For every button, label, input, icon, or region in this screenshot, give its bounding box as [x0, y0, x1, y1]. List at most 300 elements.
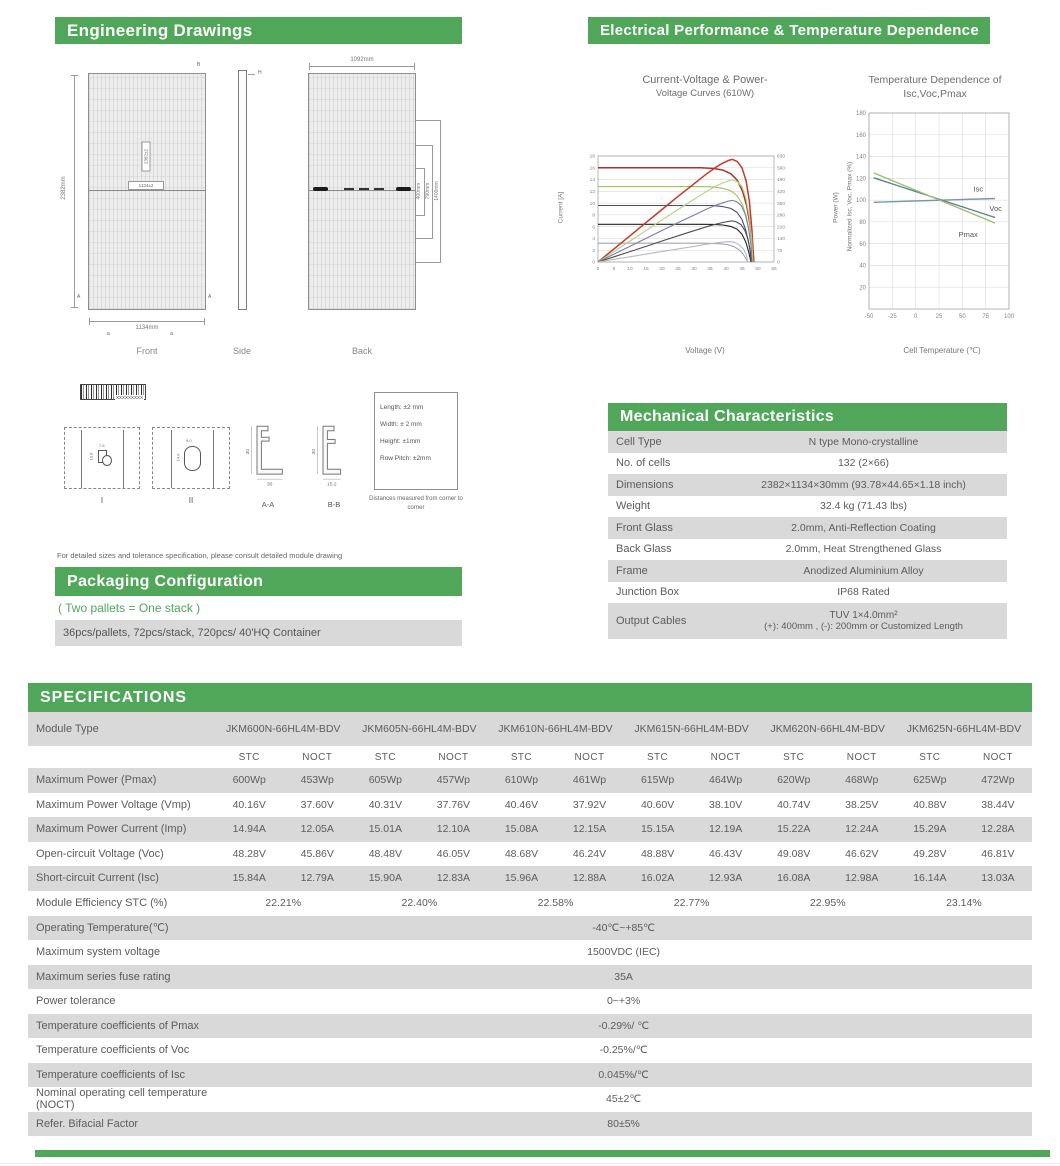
spec-value: 12.79A — [300, 872, 334, 885]
back-caption-text: Back — [351, 346, 372, 356]
spec-general-value: 0.045%/℃ — [598, 1068, 649, 1081]
x-tick-label: -25 — [887, 314, 897, 320]
spec-row-label: Short-circuit Current (Isc) — [36, 872, 159, 885]
series-iv-200wm2 — [598, 243, 748, 262]
mech-value: 132 (2×66) — [837, 457, 890, 470]
tolerance-note — [368, 495, 464, 513]
spec-value: 45.86V — [300, 847, 334, 860]
spec-value: 13.03A — [981, 872, 1015, 885]
back-dim-line-1400 — [440, 120, 441, 263]
table-row — [608, 431, 1007, 453]
tolerance-height: Height: ±1mm — [380, 437, 421, 445]
condition-label: STC — [238, 751, 260, 763]
junction-dash — [359, 188, 369, 190]
table-row — [608, 582, 1007, 604]
mech-value: 2.0mm, Heat Strengthened Glass — [785, 543, 942, 556]
front-dim-height — [61, 138, 67, 238]
y2-tick-label: 140 — [777, 237, 786, 243]
mechanical-title: Mechanical Characteristics — [620, 408, 835, 425]
spec-value: 40.88V — [913, 798, 947, 811]
junction-dash — [374, 188, 384, 190]
module-name: JKM620N-66HL4M-BDV — [770, 723, 885, 735]
module-name: JKM610N-66HL4M-BDV — [498, 723, 613, 735]
page-bottom-divider — [0, 1163, 1060, 1164]
y-tick-label: 10 — [589, 201, 595, 207]
spec-value: 37.92V — [572, 798, 607, 811]
spec-value: 12.05A — [300, 823, 334, 836]
spec-value: 40.46V — [504, 798, 539, 811]
packaging-title: Packaging Configuration — [67, 572, 264, 590]
efficiency-value: 22.58% — [537, 897, 574, 909]
spec-value: 15.29A — [913, 823, 947, 836]
front-dim-height-text: 2382mm — [61, 176, 67, 200]
front-inner-width-text: 1134±2 — [138, 183, 154, 188]
spec-row-general — [28, 989, 1032, 1014]
section2-dim-left: 14.0 — [175, 453, 181, 462]
y-tick-label: 12 — [589, 190, 595, 196]
tolerance-box — [374, 392, 458, 490]
temp-chart-x-axis-label — [872, 346, 1012, 355]
table-row — [608, 560, 1007, 582]
packaging-header — [55, 567, 462, 596]
side-h-tick — [248, 74, 255, 75]
spec-value: 461Wp — [572, 774, 607, 787]
drawing-footnote-text: For detailed sizes and tolerance specification, please consult detailed module drawing — [57, 551, 343, 560]
spec-value: 40.60V — [640, 798, 675, 811]
front-view-drawing — [88, 73, 206, 310]
x-tick-label: 50 — [958, 314, 966, 320]
series-iv-600wm2 — [598, 206, 752, 263]
y-tick-label: 20 — [859, 285, 866, 292]
spec-value: 49.28V — [913, 847, 947, 860]
dim-tick — [89, 318, 90, 325]
spec-general-value: 45±2℃ — [606, 1093, 642, 1106]
spec-value: 12.93A — [709, 872, 743, 885]
mech-value-output-cables — [720, 603, 1007, 639]
spec-row-imp — [28, 817, 1032, 842]
spec-value: 16.08A — [777, 872, 811, 885]
section-aa-label-text: A-A — [261, 500, 275, 509]
spec-value: 15.15A — [640, 823, 675, 836]
table-row — [608, 474, 1007, 496]
x-tick-label: 35 — [707, 266, 713, 272]
spec-row-general — [28, 1087, 1032, 1112]
aa-dim-height: 30 — [245, 448, 251, 455]
spec-row-label: Maximum Power Voltage (Vmp) — [36, 798, 191, 811]
y-tick-label: 8 — [592, 213, 595, 219]
power-axis-label-rot — [833, 158, 840, 258]
x-tick-label: 25 — [935, 314, 943, 320]
dim-ext — [416, 238, 433, 239]
series-label-Isc: Isc — [973, 184, 984, 194]
spec-value: 12.19A — [709, 823, 743, 836]
section-1-label-text: I — [100, 496, 104, 505]
spec-general-value: 1500VDC (IEC) — [587, 946, 661, 959]
y2-tick-label: 420 — [777, 190, 786, 196]
temp-chart-title — [830, 74, 1040, 100]
front-mark-a-right: A — [208, 294, 212, 300]
spec-value: 12.15A — [572, 823, 607, 836]
x-tick-label: 100 — [1003, 314, 1015, 320]
frame-section-aa — [246, 424, 290, 488]
y2-tick-label: 560 — [777, 166, 786, 172]
y-tick-label: 180 — [855, 111, 866, 118]
y2-tick-label: 490 — [777, 178, 786, 184]
module-type-label: Module Type — [36, 723, 99, 735]
spec-value: 48.28V — [232, 847, 266, 860]
x-tick-label: 50 — [755, 266, 761, 272]
front-dim-line-width — [89, 321, 205, 322]
front-dim-line-height — [74, 75, 75, 308]
spec-value: 49.08V — [777, 847, 811, 860]
frame-section-bb — [312, 424, 356, 488]
spec-row-label: Refer. Bifacial Factor — [36, 1117, 139, 1130]
back-dim-line-top — [309, 66, 415, 67]
spec-value: 48.68V — [504, 847, 539, 860]
spec-value: 48.48V — [368, 847, 402, 860]
condition-label: NOCT — [982, 751, 1013, 763]
side-caption-text: Side — [232, 346, 251, 356]
spec-value: 600Wp — [232, 774, 266, 787]
spec-value: 15.90A — [368, 872, 402, 885]
spec-value: 620Wp — [777, 774, 811, 787]
section1-dim-top: 7.6 — [99, 443, 105, 448]
output-cables-line1: TUV 1×4.0mm² — [829, 610, 898, 621]
spec-row-general — [28, 965, 1032, 990]
iv-chart-title-line1: Current-Voltage & Power- — [642, 74, 768, 86]
specifications-header — [28, 683, 1032, 712]
tolerance-length: Length: ±2 mm — [380, 404, 424, 411]
mech-label: No. of cells — [616, 457, 671, 470]
iv-chart-x-axis-label — [650, 346, 760, 355]
specifications-table — [28, 712, 1032, 1136]
mech-label: Output Cables — [616, 615, 687, 627]
table-row — [608, 603, 1007, 639]
spec-value: 453Wp — [300, 774, 334, 787]
mech-label: Weight — [616, 500, 651, 513]
spec-row-label: Temperature coefficients of Isc — [36, 1068, 185, 1081]
y2-tick-label: 630 — [777, 154, 786, 160]
dim-tick — [309, 63, 310, 70]
spec-value: 605Wp — [368, 774, 402, 787]
y-tick-label: 16 — [589, 166, 595, 172]
mount-oval — [184, 446, 201, 471]
y-tick-label: 14 — [589, 178, 595, 184]
spec-value: 15.22A — [777, 823, 811, 836]
back-dim-1400-text: 1400mm — [434, 181, 440, 201]
condition-row — [28, 746, 1032, 768]
drawing-footnote — [57, 551, 342, 560]
spec-value: 12.28A — [981, 823, 1015, 836]
x-tick-label: 75 — [982, 314, 990, 320]
condition-label: NOCT — [846, 751, 877, 763]
x-tick-label: 0 — [596, 266, 600, 272]
module-name: JKM625N-66HL4M-BDV — [906, 723, 1022, 735]
condition-label: STC — [374, 751, 396, 763]
spec-value: 12.83A — [436, 872, 471, 885]
spec-value: 40.31V — [368, 798, 402, 811]
front-mark-edge1: a — [107, 331, 110, 337]
section-2-drawing — [152, 427, 230, 489]
barcode — [80, 384, 146, 400]
section-1-label — [64, 496, 140, 505]
spec-value: 464Wp — [709, 774, 743, 787]
section-line — [81, 430, 82, 488]
front-dim-width-text: 1134mm — [135, 325, 159, 331]
y-tick-label: 80 — [859, 219, 866, 226]
spec-row-label: Module Efficiency STC (%) — [36, 897, 168, 909]
spec-row-label: Maximum Power (Pmax) — [36, 774, 157, 787]
spec-general-value: 80±5% — [607, 1117, 640, 1130]
junction-box-right — [396, 187, 411, 191]
spec-row-isc — [28, 866, 1032, 891]
iv-chart-title — [600, 74, 810, 99]
y2-tick-label: 210 — [777, 225, 786, 231]
y-tick-label: 6 — [592, 225, 595, 231]
temp-chart-title-line2: Isc,Voc,Pmax — [903, 88, 967, 100]
front-midline — [89, 190, 205, 191]
spec-value: 16.14A — [913, 872, 947, 885]
condition-label: NOCT — [438, 751, 469, 763]
spec-value: 12.98A — [845, 872, 879, 885]
spec-value: 37.76V — [436, 798, 471, 811]
side-caption — [214, 346, 270, 356]
front-caption — [88, 346, 206, 356]
section2-dim-top: 9.0 — [186, 438, 192, 443]
section-1-drawing — [64, 427, 140, 489]
dim-tick — [414, 63, 415, 70]
mech-value: IP68 Rated — [837, 586, 890, 599]
front-mark-b: B — [197, 62, 201, 68]
y2-tick-label: 280 — [777, 213, 786, 219]
y-tick-label: 100 — [855, 198, 866, 205]
spec-row-label: Temperature coefficients of Voc — [36, 1044, 190, 1057]
section-line — [213, 430, 214, 488]
mech-label: Junction Box — [616, 586, 679, 599]
y-tick-label: 40 — [859, 263, 866, 270]
back-dim-line-790 — [432, 145, 433, 238]
condition-label: NOCT — [574, 751, 605, 763]
spec-value: 15.08A — [504, 823, 539, 836]
spec-row-general — [28, 940, 1032, 965]
condition-label: STC — [510, 751, 533, 763]
spec-value: 40.74V — [777, 798, 811, 811]
spec-value: 38.10V — [709, 798, 743, 811]
front-inner-height-text: 2382±2 — [143, 149, 149, 164]
section-bb-label — [310, 500, 358, 509]
section-bb-label-text: B-B — [327, 500, 341, 509]
series-label-Voc: Voc — [989, 204, 1002, 213]
mech-label: Back Glass — [616, 543, 672, 556]
temperature-dependence-chart — [845, 103, 1025, 329]
packaging-subtitle-text: ( Two pallets = One stack ) — [58, 601, 201, 615]
side-view-drawing — [238, 70, 247, 310]
spec-row-general — [28, 1014, 1032, 1039]
back-dim-1400 — [434, 171, 440, 211]
back-dim-top-text: 1092mm — [350, 57, 374, 63]
spec-value: 46.62V — [845, 847, 879, 860]
section-line — [123, 430, 124, 488]
aa-dim-width: 30 — [266, 482, 273, 488]
packaging-content-text: 36pcs/pallets, 72pcs/stack, 720pcs/ 40'HQ Container — [63, 627, 321, 639]
spec-value: 468Wp — [845, 774, 879, 787]
spacer-cell — [28, 746, 215, 768]
front-mark-edge2: a — [170, 331, 173, 337]
mech-value: N type Mono-crystalline — [808, 435, 919, 448]
spec-general-value: -40℃~+85℃ — [592, 921, 655, 934]
y-tick-label: 4 — [592, 237, 595, 243]
y-tick-label: 2 — [592, 248, 595, 254]
iv-chart-y-axis-label — [558, 158, 565, 258]
footer-accent-bar — [35, 1150, 1050, 1157]
dim-tick — [204, 318, 205, 325]
cell-temperature-axis-label: Cell Temperature (℃) — [903, 346, 981, 355]
spec-general-value: -0.29%/ ℃ — [598, 1019, 650, 1032]
series-Pmax — [874, 173, 995, 223]
y-tick-label: 140 — [855, 154, 866, 161]
side-mark-h: H — [258, 70, 262, 76]
spec-row-general — [28, 916, 1032, 941]
spec-value: 15.96A — [504, 872, 539, 885]
x-tick-label: 30 — [691, 266, 697, 272]
spec-value: 40.16V — [232, 798, 266, 811]
spec-value: 14.94A — [232, 823, 266, 836]
x-tick-label: 45 — [739, 266, 745, 272]
spec-row-label: Maximum system voltage — [36, 946, 161, 959]
engineering-drawings-header — [55, 17, 462, 44]
bb-dim-width: 15.2 — [326, 482, 337, 488]
spec-value: 16.02A — [640, 872, 675, 885]
spec-value: 12.24A — [845, 823, 879, 836]
spec-value: 46.24V — [572, 847, 607, 860]
x-tick-label: 25 — [675, 266, 681, 272]
spec-row-efficiency — [28, 891, 1032, 916]
spec-row-general — [28, 1112, 1032, 1137]
x-tick-label: 10 — [627, 266, 633, 272]
series-pv-600wm2 — [598, 200, 752, 262]
front-caption-text: Front — [136, 346, 158, 356]
temp-chart-title-line1: Temperature Dependence of — [868, 74, 1002, 86]
tolerance-row-pitch: Row Pitch: ±2mm — [380, 454, 431, 462]
section-2-label — [152, 496, 230, 505]
voltage-axis-label: Voltage (V) — [685, 346, 725, 355]
efficiency-value: 23.14% — [946, 897, 982, 909]
condition-label: NOCT — [302, 751, 333, 763]
junction-box-left — [313, 187, 328, 191]
mech-label: Cell Type — [616, 435, 662, 448]
section-2-label-text: II — [188, 496, 194, 505]
barcode-text: XXXXXXXXX — [115, 395, 143, 400]
packaging-subtitle — [58, 601, 200, 615]
condition-label: STC — [646, 751, 669, 763]
mechanical-header — [608, 403, 1007, 431]
spec-value: 48.88V — [640, 847, 675, 860]
section1-dim-left: 10.8 — [88, 452, 94, 461]
dim-ext — [416, 262, 441, 263]
spec-row-label: Nominal operating cell temperature (NOCT) — [36, 1087, 208, 1112]
mechanical-table — [608, 431, 1007, 639]
engineering-drawings-title: Engineering Drawings — [67, 20, 253, 40]
packaging-content — [55, 620, 462, 646]
electrical-title: Electrical Performance & Temperature Dependence — [600, 22, 979, 39]
module-name: JKM605N-66HL4M-BDV — [362, 723, 477, 735]
module-type-row — [28, 712, 1032, 746]
normalized-axis-label: Normalized Isc, Voc, Pmax (%) — [846, 161, 854, 252]
y-tick-label: 0 — [592, 260, 595, 266]
tolerance-note-text: Distances measured from corner to corner — [369, 496, 463, 511]
dim-tick — [71, 307, 78, 308]
spec-row-label: Maximum series fuse rating — [36, 970, 171, 983]
frame-profile-bb — [323, 426, 341, 474]
condition-label: NOCT — [710, 751, 741, 763]
spec-row-label: Open-circuit Voltage (Voc) — [36, 847, 164, 860]
y-tick-label: 18 — [589, 154, 595, 160]
mech-value: 2.0mm, Anti-Reflection Coating — [791, 521, 936, 534]
table-row — [608, 496, 1007, 518]
electrical-header — [588, 17, 990, 44]
spec-general-value: -0.25%/℃ — [599, 1044, 648, 1057]
spec-value: 615Wp — [640, 774, 675, 787]
x-tick-label: 55 — [771, 266, 777, 272]
current-axis-label: Current [A] — [557, 191, 565, 224]
front-inner-width-label — [128, 181, 164, 190]
y2-tick-label: 70 — [777, 248, 783, 254]
spec-value: 12.10A — [436, 823, 471, 836]
x-tick-label: 15 — [643, 266, 649, 272]
spec-row-label: Maximum Power Current (Imp) — [36, 823, 187, 836]
x-tick-label: 5 — [612, 266, 616, 272]
x-tick-label: 0 — [913, 314, 918, 320]
spec-value: 15.01A — [368, 823, 402, 836]
series-label-Pmax: Pmax — [958, 230, 978, 240]
spec-row-general — [28, 1063, 1032, 1088]
spec-general-value: 0~+3% — [606, 995, 641, 1008]
spec-general-value: 35A — [614, 970, 633, 983]
condition-label: STC — [783, 751, 805, 763]
dim-ext — [416, 120, 441, 121]
front-mark-a-left: A — [77, 294, 81, 300]
power-axis-label: Power (W) — [832, 192, 840, 223]
dim-tick — [71, 75, 78, 76]
series-Isc — [874, 199, 995, 203]
spec-value: 46.81V — [981, 847, 1015, 860]
module-name: JKM615N-66HL4M-BDV — [634, 723, 749, 735]
mech-label: Frame — [616, 564, 648, 577]
output-cables-line2: (+): 400mm , (-): 200mm or Customized Length — [764, 621, 963, 632]
spec-row-voc — [28, 842, 1032, 867]
mech-label: Dimensions — [616, 478, 674, 491]
table-row — [608, 539, 1007, 561]
back-dim-top — [312, 57, 412, 63]
x-tick-label: 20 — [659, 266, 665, 272]
bb-dim-height: 30 — [311, 448, 317, 455]
efficiency-value: 22.40% — [401, 897, 438, 909]
mech-value: 32.4 kg (71.43 lbs) — [820, 500, 907, 513]
mech-value: 2382×1134×30mm (93.78×44.65×1.18 inch) — [761, 478, 966, 491]
specifications-title: SPECIFICATIONS — [40, 688, 188, 706]
x-tick-label: 40 — [723, 266, 729, 272]
efficiency-value: 22.21% — [265, 897, 302, 909]
back-caption — [308, 346, 416, 356]
mech-label: Front Glass — [616, 521, 673, 534]
junction-dash — [344, 188, 354, 190]
spec-value: 15.84A — [232, 872, 266, 885]
spec-value: 38.25V — [845, 798, 879, 811]
spec-value: 46.43V — [709, 847, 743, 860]
front-inner-height-label — [142, 142, 151, 172]
spec-value: 46.05V — [436, 847, 471, 860]
spec-value: 12.88A — [572, 872, 607, 885]
